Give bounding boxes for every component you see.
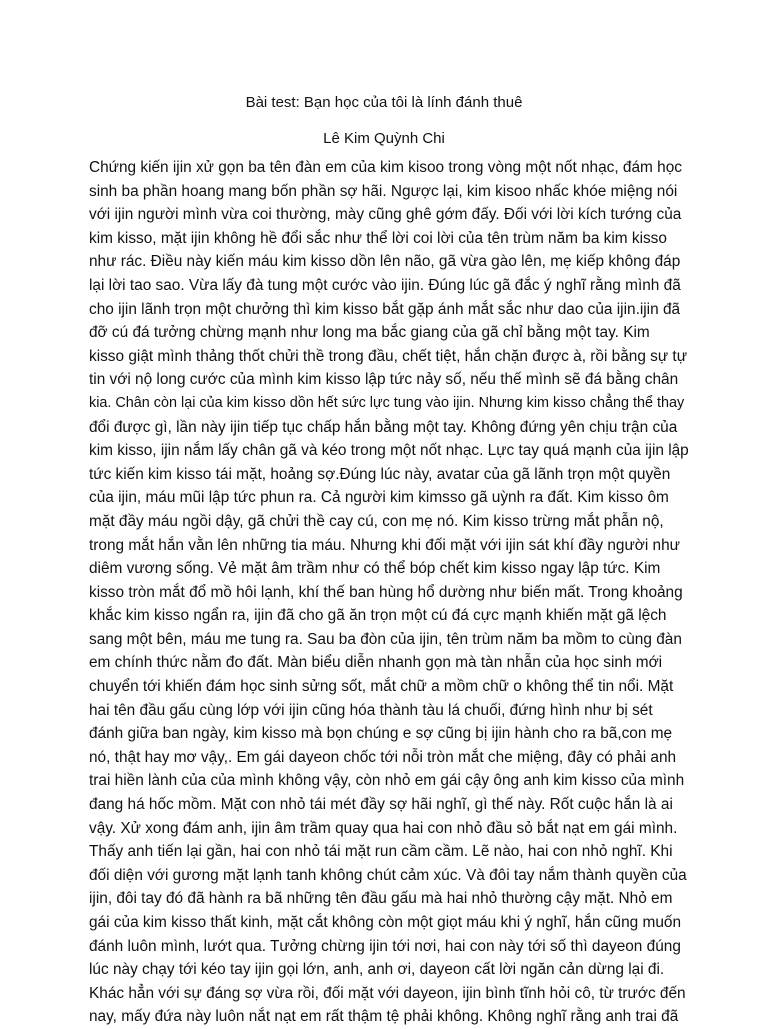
text-line: cho ijin lãnh trọn một chưởng thì kim kisso bắt gặp ánh mắt sắc như dao của ijin.ijin đã [89, 300, 681, 318]
text-line: trong mắt hắn vằn lên những tia máu. Nhưng khi đối mặt với ijin sát khí đầy người như [89, 536, 680, 554]
body-text [89, 156, 689, 1029]
text-line: lúc này chạy tới kéo tay ijin gọi lớn, anh, anh ơi, dayeon cất lời ngăn cản dừng lại đi. [89, 961, 665, 979]
text-line: đổi được gì, lần này ijin tiếp tục chấp hắn bằng một tay. Không đứng yên chịu trận của [89, 418, 678, 436]
text-line: với ijin người mình vừa coi thường, mày cũng ghê gớm đấy. Đối với lời kích tướng của [89, 206, 682, 224]
text-line: kia. Chân còn lại của kim kisso dồn hết sức lực tung vào ijin. Nhưng kim kisso chẳng thể thay [89, 394, 685, 411]
text-line: đỡ cú đá tưởng chừng mạnh như long ma bắc giang của gã chỉ bằng một tay. Kim [89, 324, 650, 342]
text-line: trai hiền lành của của mình không vậy, còn nhỏ em gái cậy ông anh kim kisso của mình [89, 772, 685, 790]
text-line: hai tên đầu gấu cùng lớp với ijin cũng hóa thành tàu lá chuối, đứng hình như bị sét [89, 701, 653, 719]
text-line: kim kisso, ijin nắm lấy chân gã và kéo trong một nốt nhạc. Lực tay quá mạnh của ijin lập [89, 442, 689, 460]
text-line: nay, mấy đứa này luôn nắt nạt em rất thậm tệ phải không. Không nghĩ rằng anh trai đã [89, 1008, 679, 1026]
text-line: Chứng kiến ijin xử gọn ba tên đàn em của kim kisoo trong vòng một nốt nhạc, đám học [89, 159, 682, 176]
text-line: khắc kim kisso ngẩn ra, ijin đã cho gã ăn trọn một cú đá cực mạnh khiến mặt gã lệch [89, 607, 667, 625]
text-line: mặt đầy máu ngồi dậy, gã chửi thề cay cú, con mẹ nó. Kim kisso trừng mắt phẫn nộ, [89, 512, 664, 530]
text-line: của ijin, máu mũi lập tức phun ra. Cả người kim kimsso gã uỳnh ra đất. Kim kisso ôm [89, 489, 669, 507]
text-line: Thấy anh tiến lại gần, hai con nhỏ tái mặt run cầm cầm. Lẽ nào, hai con nhỏ nghĩ. Khi [89, 843, 673, 861]
text-line: Khác hẳn với sự đáng sợ vừa rồi, đối mặt với dayeon, ijin bình tĩnh hỏi cô, từ trước đến [89, 984, 686, 1002]
text-line: đánh giữa ban ngày, kim kisso mà bọn chúng e sợ cũng bị ijin hành cho ra bã,con mẹ [89, 725, 673, 743]
text-line: tin với nộ long cước của mình kim kisso lập tức nảy số, nếu thế mình sẽ đá bằng chân [89, 371, 679, 389]
text-line: đánh luôn mình, lướt qua. Tưởng chừng ijin tới nơi, hai con này tới số thì dayeon đúng [89, 937, 681, 955]
text-line: em chính thức nằm đo đất. Màn biểu diễn nhanh gọn mà tàn nhẫn của học sinh mới [89, 654, 663, 672]
text-line: như rác. Điều này kiến máu kim kisso dồn lên não, gã vừa gào lên, mẹ kiếp không đáp [89, 253, 681, 271]
text-line: gái của kim kisso thất kinh, mặt cắt không còn một giọt máu khi ý nghĩ, hắn cũng muốn [89, 914, 681, 931]
text-line: diêm vương sống. Vẻ mặt âm trầm như có thể bóp chết kim kisso ngay lập tức. Kim [89, 560, 661, 578]
text-line: vậy. Xử xong đám anh, ijin âm trầm quay qua hai con nhỏ đầu sỏ bắt nạt em gái mình. [89, 819, 678, 837]
document-title: Bài test: Bạn học của tôi là lính đánh thuê [245, 94, 523, 111]
text-line: lại lời tao sao. Vừa lấy đà tung một cước vào ijin. Đúng lúc gã đắc ý nghĩ rằng mình đã [89, 276, 681, 294]
text-line: đang há hốc mồm. Mặt con nhỏ tái mét đầy sợ hãi nghĩ, gì thế này. Rốt cuộc hắn là ai [89, 796, 673, 814]
document-author: Lê Kim Quỳnh Chi [323, 130, 445, 147]
text-line: ijin, đôi tay đó đã hành ra bã những tên đầu gấu mà hai nhỏ thường cậy mặt. Nhỏ em [89, 890, 673, 908]
text-line: tức kiến kim kisso tái mặt, hoảng sợ.Đúng lúc này, avatar của gã lãnh trọn một quyền [89, 465, 671, 483]
text-line: kisso tròn mắt đổ mồ hôi lạnh, khí thế ban hùng hổ dường như biến mất. Trong khoảng [89, 583, 683, 601]
text-line: sinh ba phần hoang mang bốn phần sợ hãi. Ngược lại, kim kisoo nhấc khóe miệng nói [89, 182, 678, 200]
text-line: đối diện với gương mặt lạnh tanh không chút cảm xúc. Và đôi tay nắm thành quyền của [89, 866, 687, 884]
text-line: chuyển tới khiến đám học sinh sửng sốt, mắt chữ a mồm chữ o không thể tin nổi. Mặt [89, 678, 674, 696]
text-line: kim kisso, mặt ijin không hề đổi sắc như thể lời coi lời của tên trùm năm ba kim kisso [89, 229, 667, 247]
text-line: kisso giật mình thảng thốt chửi thề trong đầu, chết tiệt, hắn chặn được à, rồi bằng sự tự [89, 347, 688, 365]
text-line: nó, thật hay mơ vậy,. Em gái dayeon chốc tới nỗi tròn mắt che miệng, đây có phải anh [89, 748, 677, 766]
text-line: sang một bên, máu me tung ra. Sau ba đòn của ijin, tên trùm năm ba mồm to cùng đàn [89, 630, 682, 648]
